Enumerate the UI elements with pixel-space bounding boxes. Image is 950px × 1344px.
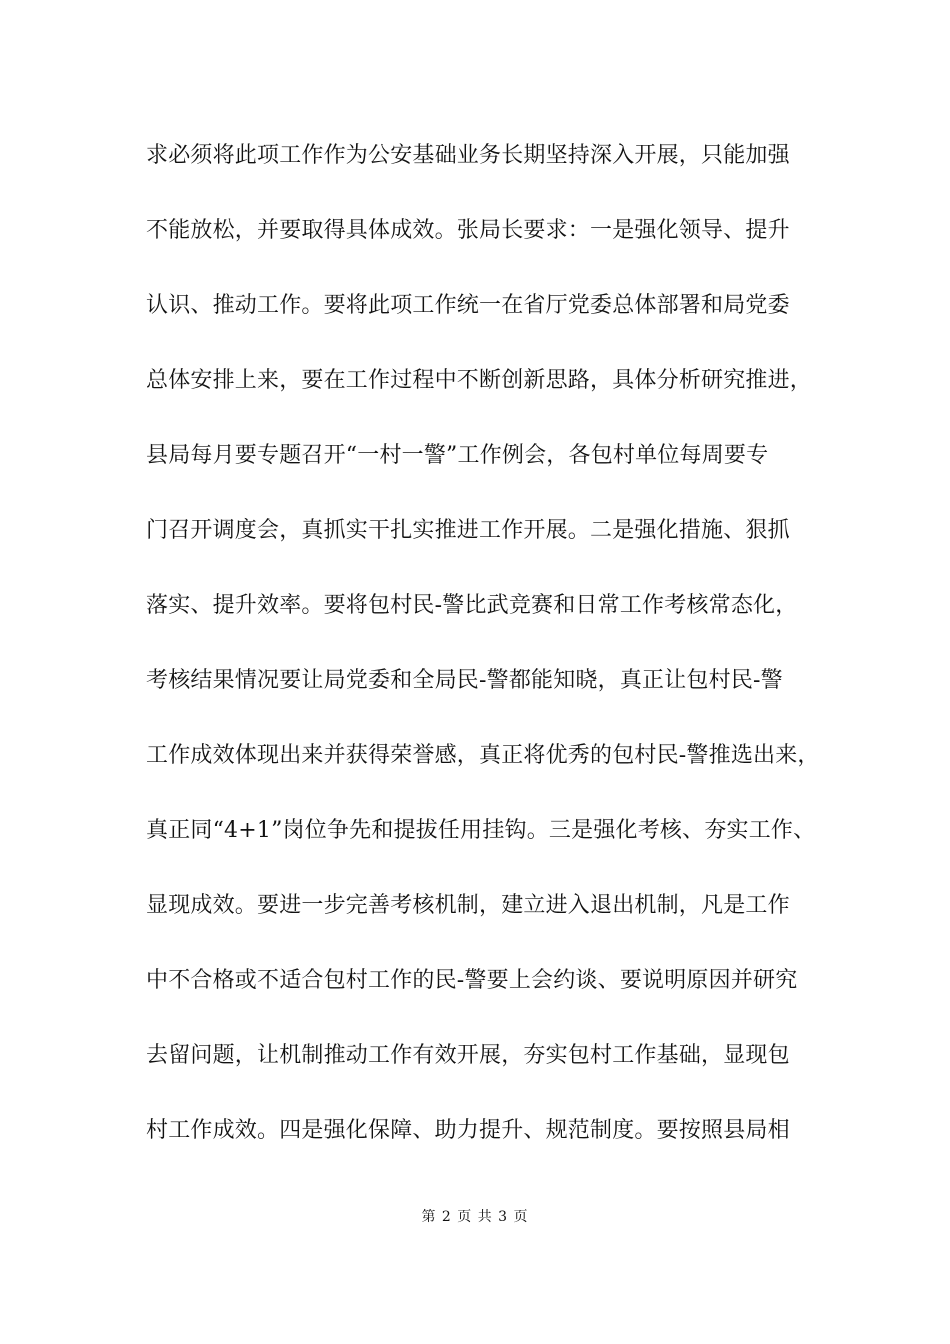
text-line: 去留问题，让机制推动工作有效开展，夯实包村工作基础，显现包: [146, 1043, 790, 1068]
text-line: 认识、推动工作。要将此项工作统一在省厅党委总体部署和局党委: [146, 293, 790, 318]
text-line: 总体安排上来，要在工作过程中不断创新思路，具体分析研究推进，: [146, 368, 813, 393]
text-line: 求必须将此项工作作为公安基础业务长期坚持深入开展，只能加强: [146, 143, 790, 168]
text-line: 门召开调度会，真抓实干扎实推进工作开展。二是强化措施、狠抓: [146, 518, 790, 543]
text-line: 显现成效。要进一步完善考核机制，建立进入退出机制，凡是工作: [146, 893, 790, 918]
page-footer: 第 2 页 共 3 页: [421, 1209, 529, 1225]
text-line: 村工作成效。四是强化保障、助力提升、规范制度。要按照县局相: [146, 1118, 790, 1143]
text-line: 工作成效体现出来并获得荣誉感，真正将优秀的包村民-警推选出来，: [146, 743, 820, 768]
body-text: [146, 134, 826, 1184]
text-line: 真正同“4+1”岗位争先和提拔任用挂钩。三是强化考核、夯实工作、: [146, 818, 816, 843]
text-line: 不能放松，并要取得具体成效。张局长要求：一是强化领导、提升: [146, 218, 790, 243]
text-line: 落实、提升效率。要将包村民-警比武竞赛和日常工作考核常态化，: [146, 593, 798, 618]
text-line: 考核结果情况要让局党委和全局民-警都能知晓，真正让包村民-警: [146, 668, 783, 693]
text-line: 县局每月要专题召开“一村一警”工作例会，各包村单位每周要专: [146, 443, 769, 468]
text-line: 中不合格或不适合包村工作的民-警要上会约谈、要说明原因并研究: [146, 968, 798, 993]
